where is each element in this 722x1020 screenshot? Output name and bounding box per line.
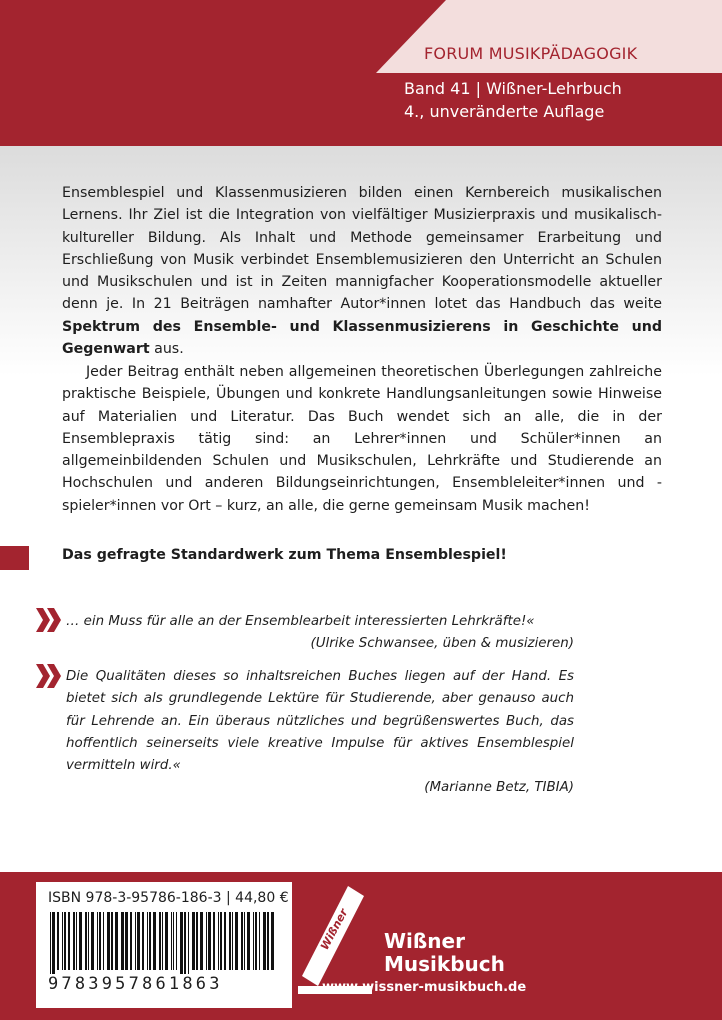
barcode-bar	[267, 912, 269, 970]
barcode-bar	[224, 912, 226, 970]
barcode-bar	[235, 912, 238, 970]
barcode-bar	[188, 912, 189, 974]
barcode-bar	[263, 912, 266, 970]
barcode-bar	[62, 912, 63, 970]
review-quote-1	[66, 611, 574, 656]
section-marker	[0, 546, 29, 570]
barcode-bar	[57, 912, 59, 970]
double-chevron-icon	[36, 664, 62, 688]
barcode-bar	[103, 912, 104, 970]
barcode-digits: 9783957861863	[48, 974, 223, 994]
publisher-url: www.wissner-musikbuch.de	[322, 980, 527, 995]
description-paragraph-1	[62, 182, 662, 360]
review-source: (Marianne Betz, TIBIA)	[424, 780, 574, 796]
barcode-icon	[50, 912, 276, 974]
barcode-bar	[184, 912, 186, 974]
barcode-bar	[107, 912, 110, 970]
barcode-bar	[115, 912, 118, 970]
barcode-bar	[97, 912, 98, 970]
barcode-bar	[213, 912, 215, 970]
description-text: Ensemblespiel und Klassenmusizieren bilden einen Kernbereich musikalischen Lernens. Ihr Ziel ist die Integration von vielfältiger Musizierpraxis und musikalisch-kultureller Bildung. Als Inhalt und Methode gemeinsamer Erarbeitung und Erschließung von Musik verbindet Ensemblemusizieren den Unterricht an Schulen und Musikschulen und ist in Zeiten mannigfacher Kooperationsmodelle aktueller denn je. In 21 Beiträgen namhafter Autor*innen lotet das Handbuch das weite	[62, 185, 662, 313]
barcode-bar	[76, 912, 77, 970]
edition-info: 4., unveränderte Auflage	[404, 102, 605, 121]
barcode-bar	[125, 912, 128, 970]
barcode-bar	[50, 912, 51, 974]
description-highlight: Spektrum des Ensemble- und Klassenmusizierens in Geschichte und Gegenwart	[62, 318, 662, 358]
barcode-bar	[271, 912, 274, 970]
barcode-bar	[244, 912, 245, 970]
barcode-bar	[200, 912, 203, 970]
isbn-price: ISBN 978-3-95786-186-3 | 44,80 €	[48, 890, 289, 906]
review-text: … ein Muss für alle an der Ensemblearbeit interessierten Lehrkräfte!«	[66, 614, 535, 629]
double-chevron-icon	[36, 608, 62, 632]
barcode-bar	[220, 912, 222, 970]
barcode-bar	[142, 912, 144, 970]
barcode-bar	[165, 912, 168, 970]
barcode-bar	[68, 912, 70, 970]
barcode-bar	[111, 912, 113, 970]
barcode-bar	[208, 912, 211, 970]
barcode-bar	[259, 912, 260, 970]
barcode-bar	[85, 912, 87, 970]
barcode-bar	[149, 912, 151, 970]
barcode-bar	[153, 912, 156, 970]
barcode-bar	[196, 912, 198, 970]
barcode-bar	[253, 912, 254, 970]
barcode-bar	[173, 912, 174, 970]
description-paragraph-2: Jeder Beitrag enthält neben allgemeinen theoretischen Überlegungen zahlreiche praktische Beispiele, Übungen und konkrete Handlungsanleitungen sowie Hinweise auf Materialien und Literatur. Das Buch wendet sich an alle, die in der Ensemblepraxis tätig sind: an Lehrer*innen und Schüler*innen an allgemeinbildenden Schulen und Musikschulen, Lehrkräfte und Studierende an Hochschulen und anderen Bildungseinrichtungen, Ensembleleiter*innen und -spieler*innen vor Ort – kurz, an alle, die gerne gemeinsam Musik machen!	[62, 364, 662, 514]
barcode-bar	[64, 912, 66, 970]
barcode-bar	[180, 912, 183, 974]
barcode-bar	[247, 912, 250, 970]
logo-wordmark: Wißner	[318, 906, 351, 953]
barcode-bar	[171, 912, 172, 970]
barcode-bar	[137, 912, 140, 970]
barcode-bar	[159, 912, 161, 970]
publisher-logo-icon	[298, 886, 380, 994]
barcode-bar	[52, 912, 55, 974]
review-source: (Ulrike Schwansee, üben & musizieren)	[310, 636, 574, 652]
barcode-bar	[232, 912, 233, 970]
barcode-bar	[130, 912, 132, 970]
barcode-bar	[79, 912, 82, 970]
barcode-bar	[73, 912, 75, 970]
barcode-bar	[88, 912, 89, 970]
series-title: FORUM MUSIKPÄDAGOGIK	[424, 44, 638, 63]
barcode-bar	[99, 912, 101, 970]
barcode-bar	[147, 912, 148, 970]
barcode-bar	[255, 912, 257, 970]
barcode-bar	[229, 912, 231, 970]
publisher-name	[384, 930, 505, 976]
barcode-bar	[121, 912, 124, 970]
review-text: Die Qualitäten dieses so inhaltsreichen Buches liegen auf der Hand. Es bietet sich als grundlegende Lektüre für Studierende, aber genauso auch für Lehrende an. Ein überaus nützliches und begrüßenswertes Buch, das hoffentlich seinerseits viele kreative Impulse für aktives Ensemblespiel vermitteln wird.«	[66, 669, 574, 774]
review-quote-2	[66, 666, 574, 800]
publisher-name-line2: Musikbuch	[384, 952, 505, 976]
barcode-bar	[206, 912, 207, 970]
barcode-bar	[192, 912, 195, 970]
description-text-end: aus.	[154, 341, 184, 358]
barcode-bar	[162, 912, 163, 970]
tagline: Das gefragte Standardwerk zum Thema Ensemblespiel!	[62, 547, 507, 563]
volume-info: Band 41 | Wißner-Lehrbuch	[404, 79, 622, 98]
barcode-bar	[241, 912, 243, 970]
barcode-bar	[135, 912, 136, 970]
barcode-bar	[91, 912, 94, 970]
publisher-name-line1: Wißner	[384, 929, 465, 953]
barcode-bar	[176, 912, 177, 970]
barcode-bar	[218, 912, 219, 970]
